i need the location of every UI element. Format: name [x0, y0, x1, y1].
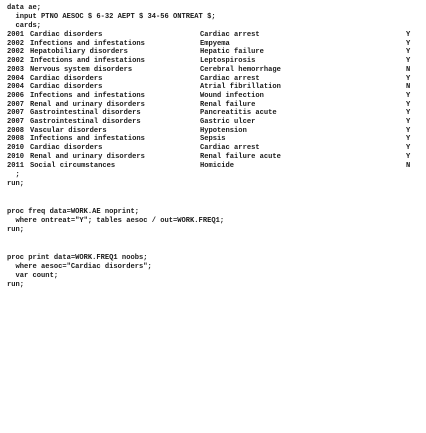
code-line-proc-print: proc print data=WORK.FREQ1 noobs; — [7, 254, 148, 262]
dataline-ptno: 2002 — [7, 39, 25, 48]
dataline-aesoc: Vascular disorders — [30, 126, 107, 135]
dataline-ontreat: Y — [406, 100, 411, 109]
dataline-ptno: 2003 — [7, 65, 25, 74]
dataline-ptno: 2002 — [7, 48, 25, 57]
dataline-ontreat: N — [406, 161, 411, 170]
dataline-aesoc: Infections and infestations — [30, 39, 145, 48]
dataline-ptno: 2007 — [7, 109, 25, 118]
dataline-aesoc: Infections and infestations — [30, 57, 145, 66]
dataline-ontreat: Y — [406, 48, 411, 57]
dataline-aept: Atrial fibrillation — [200, 83, 281, 92]
dataline-ontreat: Y — [406, 31, 411, 39]
dataline-aept: Renal failure — [200, 100, 256, 109]
dataline-ontreat: Y — [406, 144, 411, 153]
dataline-row — [0, 162, 426, 171]
dataline-aesoc: Nervous system disorders — [30, 65, 133, 74]
dataline-aept: Homicide — [200, 161, 235, 170]
dataline-row — [0, 57, 426, 66]
dataline-aept: Hepatic failure — [200, 48, 264, 57]
dataline-ontreat: Y — [406, 39, 411, 48]
dataline-ptno: 2002 — [7, 57, 25, 66]
dataline-aesoc: Gastrointestinal disorders — [30, 109, 141, 118]
dataline-aesoc: Cardiac disorders — [30, 144, 103, 153]
dataline-aept: Renal failure acute — [200, 152, 281, 161]
dataline-ptno: 2006 — [7, 91, 25, 100]
code-line-run: run; — [7, 226, 25, 234]
dataline-row — [0, 48, 426, 57]
dataline-ptno: 2001 — [7, 31, 25, 39]
dataline-ontreat: Y — [406, 118, 411, 126]
dataline-ptno: 2007 — [7, 118, 25, 126]
code-line-where-aesoc: where aesoc="Cardiac disorders"; — [7, 263, 152, 271]
dataline-aept: Cerebral hemorrhage — [200, 65, 281, 74]
dataline-ontreat: Y — [406, 109, 411, 118]
dataline-row — [0, 127, 426, 136]
dataline-row — [0, 66, 426, 75]
dataline-aept: Wound infection — [200, 91, 264, 100]
dataline-row — [0, 31, 426, 40]
dataline-row — [0, 109, 426, 118]
dataline-aept: Sepsis — [200, 135, 226, 144]
dataline-row — [0, 92, 426, 101]
dataline-ptno: 2010 — [7, 152, 25, 161]
dataline-aept: Gastric ulcer — [200, 118, 256, 126]
dataline-aesoc: Infections and infestations — [30, 135, 145, 144]
dataline-ontreat: Y — [406, 91, 411, 100]
dataline-aept: Pancreatitis acute — [200, 109, 277, 118]
dataline-row — [0, 75, 426, 84]
dataline-ontreat: Y — [406, 74, 411, 83]
code-line-where-tables: where ontreat="Y"; tables aesoc / out=WORK.FREQ1; — [7, 217, 225, 225]
dataline-aept: Leptospirosis — [200, 57, 256, 66]
code-line-cards-statement: cards; — [7, 22, 42, 30]
dataline-row — [0, 153, 426, 162]
dataline-ontreat: Y — [406, 57, 411, 66]
dataline-ontreat: Y — [406, 126, 411, 135]
dataline-ptno: 2004 — [7, 83, 25, 92]
dataline-ptno: 2008 — [7, 135, 25, 144]
dataline-aept: Cardiac arrest — [200, 31, 260, 39]
code-line-datalines-end: ; — [7, 171, 20, 179]
dataline-aesoc: Gastrointestinal disorders — [30, 118, 141, 126]
dataline-aesoc: Social circumstances — [30, 161, 116, 170]
dataline-row — [0, 144, 426, 153]
dataline-ptno: 2007 — [7, 100, 25, 109]
dataline-aesoc: Infections and infestations — [30, 91, 145, 100]
dataline-ptno: 2004 — [7, 74, 25, 83]
code-line-var-count: var count; — [7, 272, 59, 280]
code-line-run: run; — [7, 180, 25, 188]
dataline-row — [0, 83, 426, 92]
dataline-aept: Cardiac arrest — [200, 144, 260, 153]
dataline-row — [0, 135, 426, 144]
dataline-aept: Hypotension — [200, 126, 247, 135]
code-line-input-statement: input PTNO AESOC $ 6-32 AEPT $ 34-56 ONTREAT $; — [7, 13, 216, 21]
dataline-aesoc: Cardiac disorders — [30, 31, 103, 39]
dataline-aesoc: Renal and urinary disorders — [30, 100, 145, 109]
dataline-aesoc: Cardiac disorders — [30, 74, 103, 83]
dataline-ptno: 2010 — [7, 144, 25, 153]
dataline-aesoc: Renal and urinary disorders — [30, 152, 145, 161]
dataline-row — [0, 101, 426, 110]
dataline-ontreat: N — [406, 83, 411, 92]
dataline-ontreat: Y — [406, 152, 411, 161]
dataline-row — [0, 40, 426, 49]
dataline-aesoc: Cardiac disorders — [30, 83, 103, 92]
code-line-data-statement: data ae; — [7, 4, 42, 12]
dataline-aept: Cardiac arrest — [200, 74, 260, 83]
dataline-ptno: 2011 — [7, 161, 25, 170]
code-line-proc-freq: proc freq data=WORK.AE noprint; — [7, 208, 139, 216]
dataline-aept: Empyema — [200, 39, 230, 48]
dataline-ptno: 2008 — [7, 126, 25, 135]
dataline-row — [0, 118, 426, 127]
code-line-run: run; — [7, 281, 25, 289]
dataline-ontreat: N — [406, 65, 411, 74]
dataline-aesoc: Hepatobiliary disorders — [30, 48, 128, 57]
dataline-ontreat: Y — [406, 135, 411, 144]
